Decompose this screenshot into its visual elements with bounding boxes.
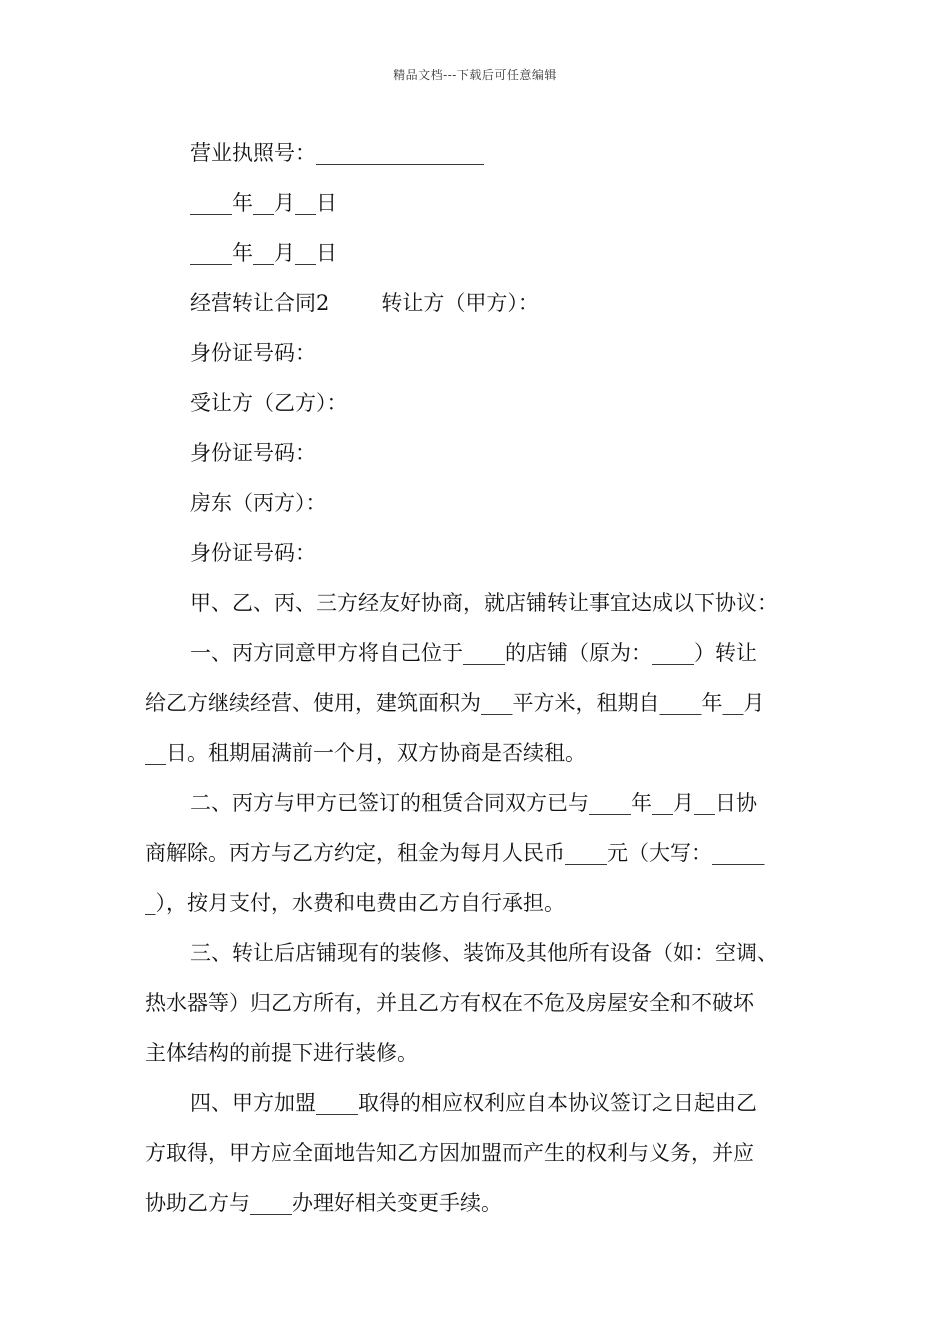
clause-3-line: 主体结构的前提下进行装修。 — [145, 1041, 418, 1065]
clause-1-line: 给乙方继续经营、使用，建筑面积为___平方米，租期自____年__月 — [145, 691, 765, 715]
landlord-label: 房东（丙方）： — [190, 491, 327, 515]
date-line: ____年__月__日 — [190, 191, 337, 215]
clause-1-line: 一、丙方同意甲方将自己位于____的店铺（原为：____）转让 — [190, 641, 757, 665]
clause-1-line: __日。租期届满前一个月，双方协商是否续租。 — [145, 741, 586, 765]
contract-title-line — [145, 278, 810, 328]
clause-3-line: 三、转让后店铺现有的装修、装饰及其他所有设备（如：空调、 — [190, 941, 778, 965]
clause-2-line: 商解除。丙方与乙方约定，租金为每月人民币____元（大写：_____ — [145, 841, 765, 865]
date-line: ____年__月__日 — [190, 241, 337, 265]
contract-title: 经营转让合同2 — [190, 291, 330, 315]
clause-2-line: 二、丙方与甲方已签订的租赁合同双方已与____年__月__日协 — [190, 791, 757, 815]
clause-2-line: _），按月支付，水费和电费由乙方自行承担。 — [145, 891, 565, 915]
clause-3-line: 热水器等）归乙方所有，并且乙方有权在不危及房屋安全和不破坏 — [145, 991, 754, 1015]
id-number-line: 身份证号码： — [190, 541, 316, 565]
clause-4-line: 四、甲方加盟____取得的相应权利应自本协议签订之日起由乙 — [190, 1091, 757, 1115]
clause-4-line: 方取得，甲方应全面地告知乙方因加盟而产生的权利与义务，并应 — [145, 1141, 754, 1165]
id-number-line: 身份证号码： — [190, 341, 316, 365]
id-number-line: 身份证号码： — [190, 441, 316, 465]
transferee-label: 受让方（乙方）： — [190, 391, 348, 415]
page-header-watermark: 精品文档---下载后可任意编辑 — [393, 68, 557, 82]
transferor-label: 转让方（甲方）： — [381, 291, 539, 315]
contract-body — [145, 128, 810, 1228]
clause-4-line: 协助乙方与____办理好相关变更手续。 — [145, 1191, 502, 1215]
business-license-line: 营业执照号：________________ — [190, 141, 484, 165]
preamble-paragraph: 甲、乙、丙、三方经友好协商，就店铺转让事宜达成以下协议： — [190, 591, 778, 615]
